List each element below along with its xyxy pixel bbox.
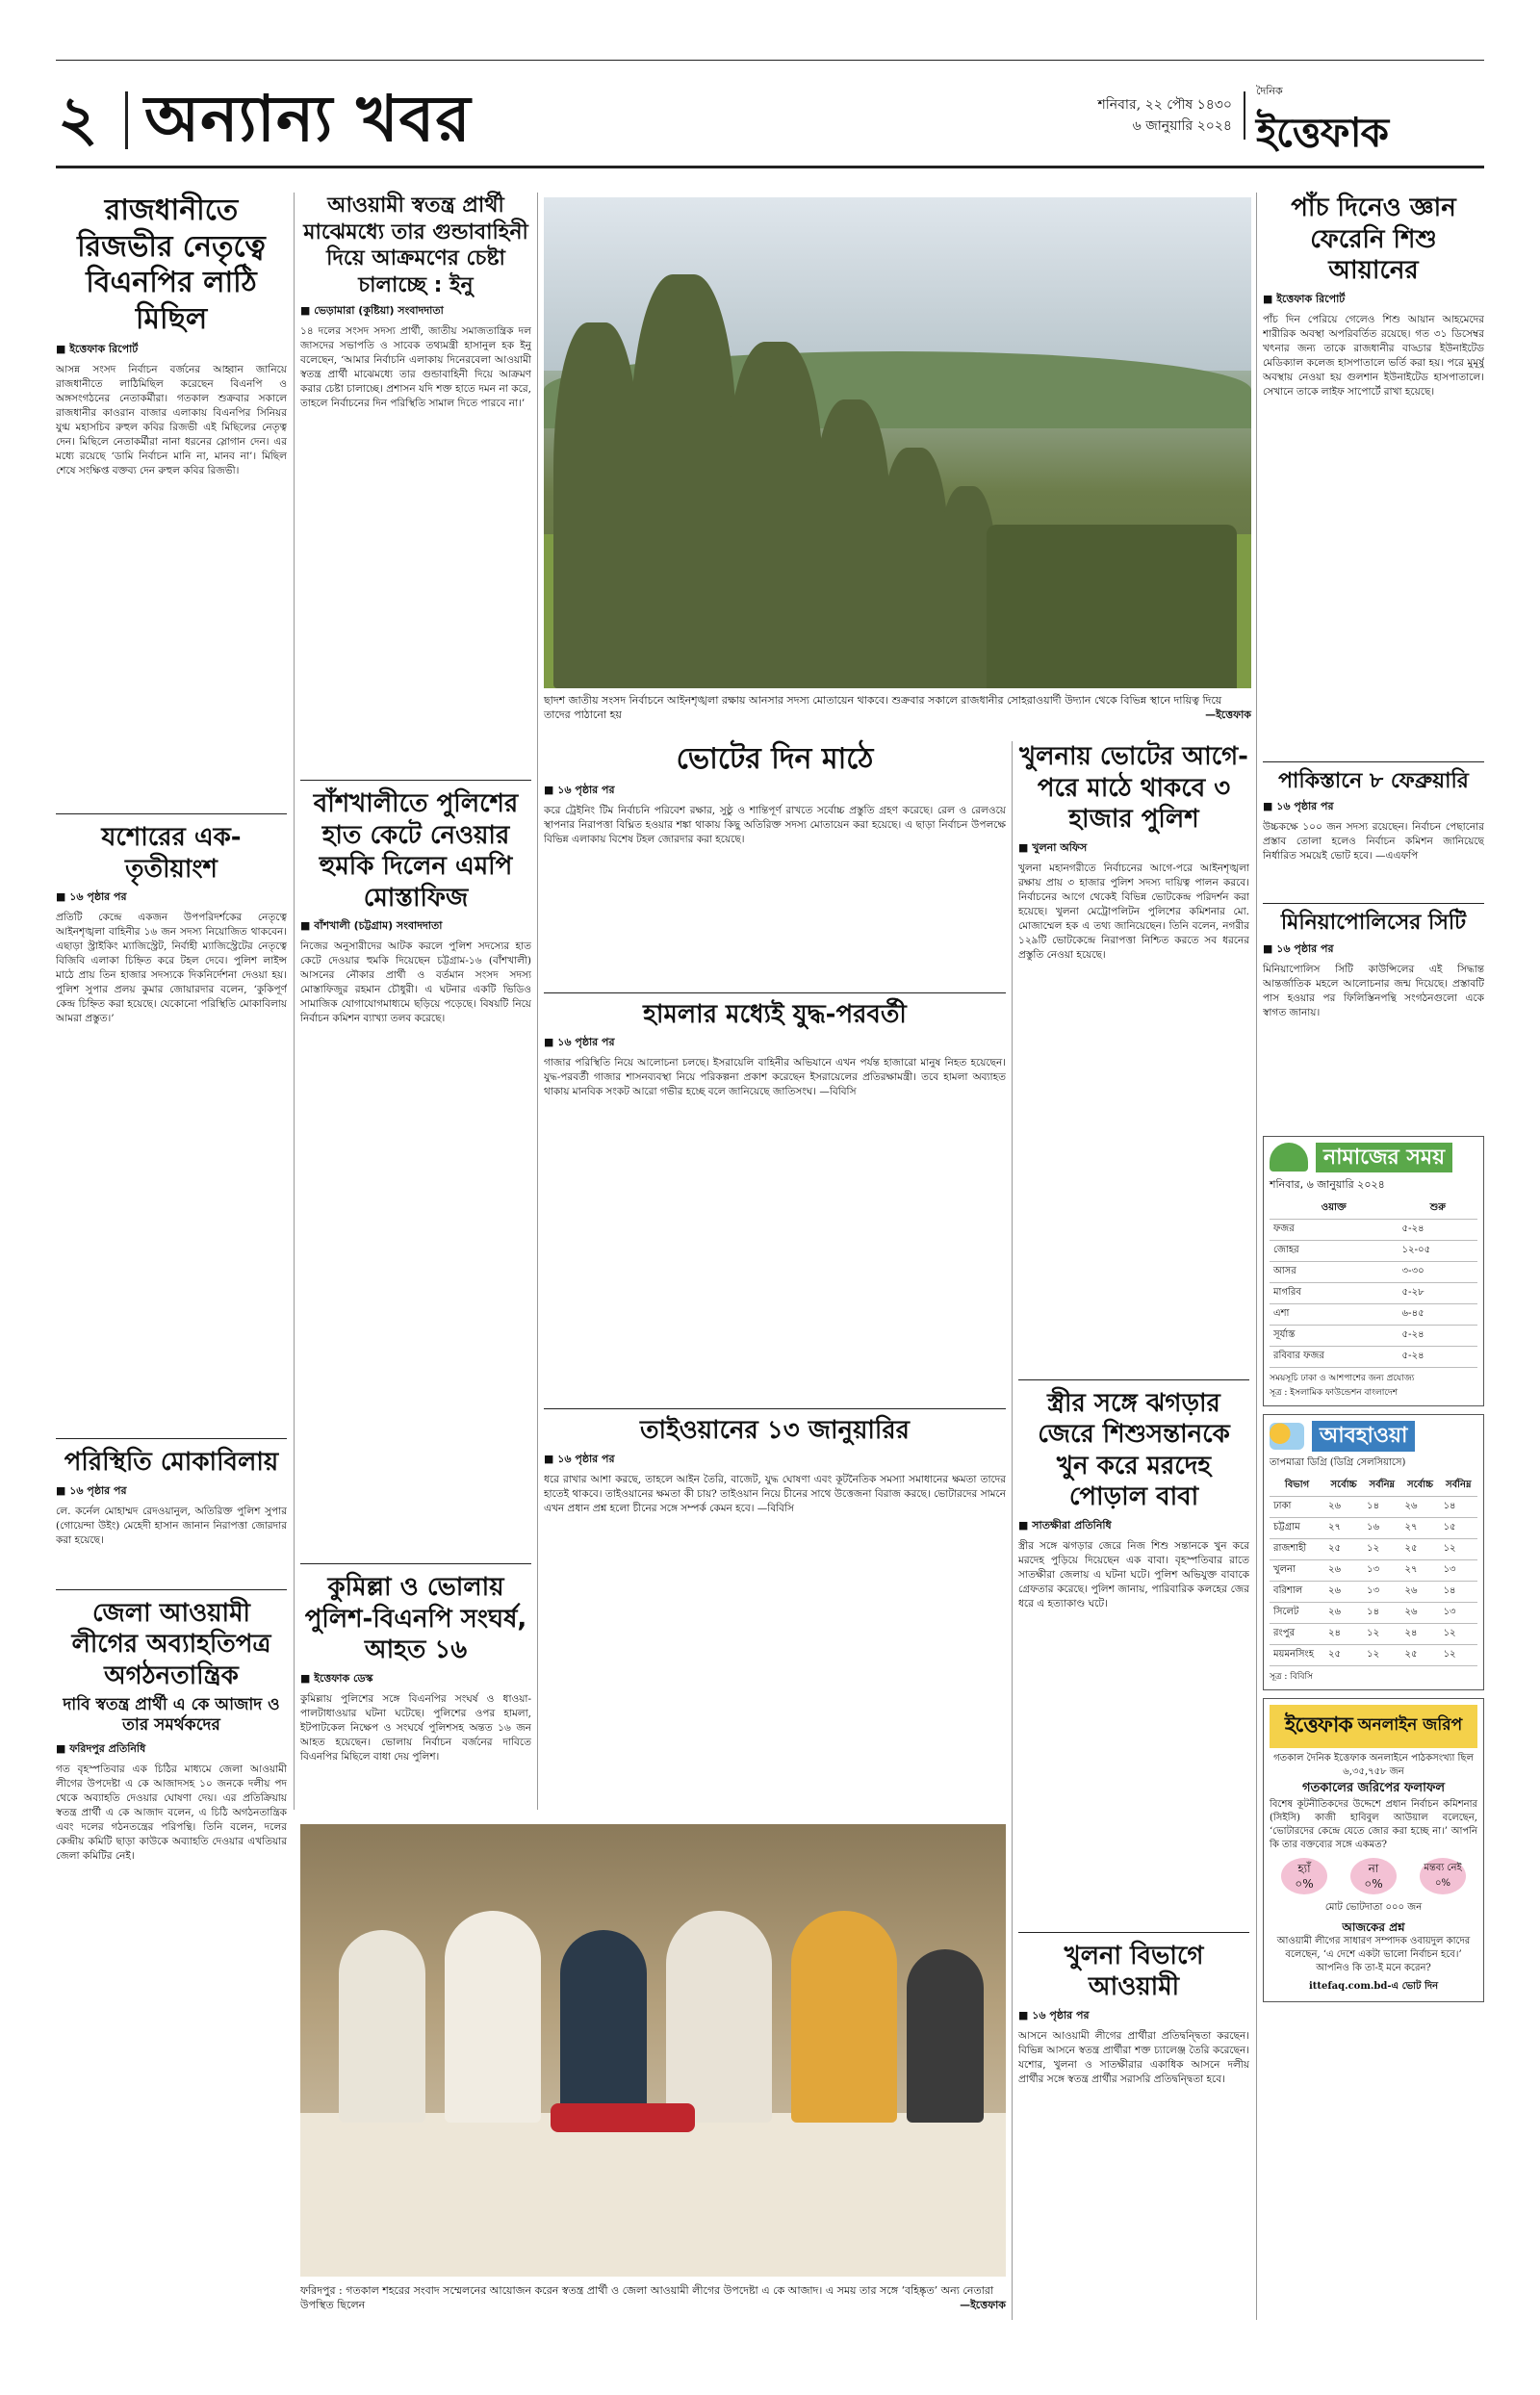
weather-cell: ২৫ — [1324, 1538, 1363, 1559]
weather-cell: ২৪ — [1401, 1623, 1440, 1644]
story-body: পাঁচ দিন পেরিয়ে গেলেও শিশু আয়ান আহমেদের শারীরিক অবস্থা অপরিবর্তিত রয়েছে। গত ৩১ ডিসেম্বর খৎনার জন্য তাকে রাজধানীর বাড্ডার ইউনাইটেড মেডিক্যাল কলেজ হাসপাতালে ভর্তি করা হয়। পরে মুমূর্ষু অবস্থায় নেওয়া হয় গুলশান ইউনাইটেড হাসপাতালে। সেখানে তাকে লাইফ সাপোর্টে রাখা হয়েছে। — [1263, 313, 1484, 398]
soldier-figure — [813, 399, 890, 688]
prayer-time: ১২-০৫ — [1398, 1241, 1477, 1262]
story-headline: খুলনায় ভোটের আগে-পরে মাঠে থাকবে ৩ হাজার পুলিশ — [1019, 742, 1248, 834]
person-figure — [339, 1930, 425, 2123]
weather-cell: রাজশাহী — [1270, 1538, 1324, 1559]
divider — [56, 1438, 287, 1439]
prayer-time: ৫-২৪ — [1398, 1347, 1477, 1368]
weather-cell: ১৪ — [1363, 1602, 1400, 1623]
weather-cell: ২৬ — [1324, 1496, 1363, 1517]
weather-box — [1263, 1414, 1484, 1690]
weather-cell: ১২ — [1440, 1538, 1477, 1559]
story-byline: ■ বাঁশখালী (চট্টগ্রাম) সংবাদদাতা — [300, 917, 531, 936]
prayer-time: ৬-৪৫ — [1398, 1304, 1477, 1326]
prayer-name: ফজর — [1270, 1220, 1398, 1241]
continuation-note: ■ ১৬ পৃষ্ঠার পর — [56, 888, 287, 907]
poll-today-question: আওয়ামী লীগের সাধারণ সম্পাদক ওবায়দুল কাদের বলেছেন, ‘এ দেশে একটা ভালো নির্বাচন হবে।’ আপনিও কি তা-ই মনে করেন? — [1276, 1935, 1471, 1973]
story-byline: ■ ইত্তেফাক রিপোর্ট — [56, 341, 287, 359]
poll-yes — [1281, 1858, 1327, 1894]
poll-no — [1350, 1858, 1397, 1894]
weather-cell: চট্টগ্রাম — [1270, 1517, 1324, 1538]
header-divider — [125, 91, 128, 149]
weather-cell: ২৫ — [1401, 1538, 1440, 1559]
weather-table — [1270, 1476, 1477, 1666]
continuation-note: ■ ১৬ পৃষ্ঠার পর — [1263, 798, 1484, 816]
story-headline: জেলা আওয়ামী লীগের অব্যাহতিপত্র অগঠনতান্ত্রিক — [71, 1598, 271, 1690]
weather-cell: ১৫ — [1440, 1517, 1477, 1538]
prayer-source: সূত্র : ইসলামিক ফাউন্ডেশন বাংলাদেশ — [1270, 1388, 1399, 1398]
story-body: ১৪ দলের সংসদ সদস্য প্রার্থী, জাতীয় সমাজতান্ত্রিক দল জাসদের সভাপতি ও সাবেক তথ্যমন্ত্রী হাসানুল হক ইনু বলেছেন, ‘আমার নির্বাচনি এলাকায় দিনেরবেলা আওয়ামী স্বতন্ত্র প্রার্থী মাঝেমধ্যে তার গুন্ডাবাহিনী দিয়ে আক্রমণ করার চেষ্টা চালাচ্ছে। প্রশাসন যদি শক্ত হাতে দমন না করে, তাহলে নির্বাচনের দিন পরিস্থিতি সামাল দিতে পারবে না।’ — [300, 325, 531, 409]
column-5 — [1263, 193, 1484, 2002]
story-body: উচ্চকক্ষে ১০০ জন সদস্য রয়েছেন। নির্বাচন পেছানোর প্রস্তাব তোলা হলেও নির্বাচন কমিশন জানিয়েছে নির্ধারিত সময়েই ভোট হবে। —এএফপি — [1263, 821, 1484, 862]
table-row — [1270, 1517, 1477, 1538]
table-row — [1270, 1220, 1477, 1241]
column-rule — [294, 193, 295, 1810]
story-subheadline: দাবি স্বতন্ত্র প্রার্থী এ কে আজাদ ও তার সমর্থকদের — [63, 1695, 280, 1736]
table-row — [1270, 1347, 1477, 1368]
column-rule — [1256, 193, 1257, 2320]
weather-icon — [1270, 1423, 1304, 1450]
weather-cell: ১২ — [1440, 1644, 1477, 1665]
photo-caption — [544, 693, 1251, 722]
photo-credit: —ইত্তেফাক — [1205, 708, 1251, 721]
weather-cell: ১২ — [1363, 1644, 1400, 1665]
poll-vote-link[interactable]: ittefaq.com.bd-এ ভোট দিন — [1308, 1980, 1439, 1992]
prayer-note: সময়সূচি ঢাকা ও আশপাশের জন্য প্রযোজ্য — [1270, 1374, 1415, 1383]
story-body: স্ত্রীর সঙ্গে ঝগড়ার জেরে নিজ শিশু সন্তানকে খুন করে মরদেহ পুড়িয়ে দিয়েছেন এক বাবা। বৃহস্পতিবার রাতে সাতক্ষীরা জেলায় এ ঘটনা ঘটে। পুলিশ অভিযুক্ত বাবাকে গ্রেফতার করেছে। পুলিশ জানায়, পারিবারিক কলহের জের ধরে এ হত্যাকাণ্ড ঘটে। — [1018, 1539, 1249, 1610]
weather-cell: ১৪ — [1363, 1496, 1400, 1517]
prayer-name: আসর — [1270, 1262, 1398, 1283]
prayer-name: সূর্যাস্ত — [1270, 1326, 1398, 1347]
story-headline: স্ত্রীর সঙ্গে ঝগড়ার জেরে শিশুসন্তানকে খুন করে মরদেহ পোড়াল বাবা — [1038, 1388, 1230, 1511]
column-1 — [56, 193, 287, 2244]
table-row — [1270, 1623, 1477, 1644]
weather-source: সূত্র : বিবিসি — [1270, 1671, 1313, 1682]
continuation-note: ■ ১৬ পৃষ্ঠার পর — [1018, 2007, 1249, 2025]
weather-cell: ঢাকা — [1270, 1496, 1324, 1517]
table-row — [1270, 1538, 1477, 1559]
weather-cell: ১৩ — [1363, 1559, 1400, 1581]
prayer-date: শনিবার, ৬ জানুয়ারি ২০২৪ — [1270, 1178, 1385, 1191]
header-bottom-rule — [56, 166, 1484, 168]
logo-prefix: দৈনিক — [1256, 85, 1283, 97]
weather-col-header: সর্বোচ্চ — [1401, 1476, 1440, 1497]
poll-no-value: ০% — [1364, 1876, 1383, 1891]
poll-today-title: আজকের প্রশ্ন — [1342, 1919, 1405, 1934]
story-byline: ■ সাতক্ষীরা প্রতিনিধি — [1018, 1517, 1249, 1535]
story-body: লে. কর্নেল মোহাম্মদ রেদওয়ানুল, অতিরিক্ত পুলিশ সুপার (গোয়েন্দা উইং) মেহেদী হাসান জানান নিরাপত্তা জোরদার করা হয়েছে। — [56, 1505, 287, 1546]
divider — [300, 1563, 531, 1564]
soldier-figure — [630, 274, 736, 688]
weather-col-header: সর্বনিম্ন — [1440, 1476, 1477, 1497]
story-byline: ■ ইত্তেফাক ডেস্ক — [300, 1670, 531, 1688]
poll-subtitle: গতকালের জরিপের ফলাফল — [1301, 1780, 1446, 1795]
story-headline: ভোটের দিন মাঠে — [676, 742, 874, 776]
divider — [1018, 1379, 1249, 1380]
divider — [1263, 761, 1484, 762]
weather-title: আবহাওয়া — [1312, 1421, 1415, 1452]
weather-cell: ২৭ — [1324, 1517, 1363, 1538]
person-figure — [560, 1930, 647, 2123]
table-row — [1270, 1283, 1477, 1304]
date-bengali: শনিবার, ২২ পৌষ ১৪৩০ — [1097, 97, 1232, 113]
column-rule — [1012, 741, 1013, 2320]
weather-cell: রংপুর — [1270, 1623, 1324, 1644]
weather-cell: খুলনা — [1270, 1559, 1324, 1581]
table-row — [1270, 1496, 1477, 1517]
divider — [544, 992, 1006, 993]
story-byline: ■ ভেড়ামারা (কুষ্টিয়া) সংবাদদাতা — [300, 302, 531, 321]
weather-cell: ২৬ — [1324, 1581, 1363, 1602]
weather-cell: ১৩ — [1440, 1602, 1477, 1623]
continuation-note: ■ ১৬ পৃষ্ঠার পর — [544, 1034, 1006, 1052]
online-poll-box — [1263, 1698, 1484, 2002]
prayer-time: ৫-২৪ — [1398, 1220, 1477, 1241]
prayer-name: জোহর — [1270, 1241, 1398, 1262]
story-headline: পাকিস্তানে ৮ ফেব্রুয়ারি — [1278, 768, 1469, 793]
caption-text: ছাদশ জাতীয় সংসদ নির্বাচনে আইনশৃঙ্খলা রক্ষায় আনসার সদস্য মোতায়েন থাকবে। শুক্রবার সকালে রাজধানীর সোহরাওয়ার্দী উদ্যান থেকে বিভিন্ন স্থানে দায়িত্ব দিয়ে তাদের পাঠানো হয় — [544, 694, 1222, 721]
weather-cell: সিলেট — [1270, 1602, 1324, 1623]
story-body: কুমিল্লায় পুলিশের সঙ্গে বিএনপির সংঘর্ষ ও ধাওয়া-পালটাধাওয়ার ঘটনা ঘটেছে। পুলিশের ওপর হামলা, ইটপাটকেল নিক্ষেপ ও সংঘর্ষে পুলিশসহ অন্তত ১৬ জন আহত হয়েছেন। ভোলায় নির্বাচন বর্জনের দাবিতে বিএনপির মিছিলে বাধা দেয় পুলিশ। — [300, 1692, 531, 1763]
logo-divider — [1244, 91, 1245, 140]
table-row — [1270, 1559, 1477, 1581]
story-headline: বাঁশখালীতে পুলিশের হাত কেটে নেওয়ার হুমকি দিলেন এমপি মোস্তাফিজ — [313, 789, 519, 913]
weather-col-header: সর্বনিম্ন — [1363, 1476, 1400, 1497]
person-figure — [666, 1911, 772, 2123]
prayer-time: ৫-২৮ — [1398, 1283, 1477, 1304]
story-byline: ■ ইত্তেফাক রিপোর্ট — [1263, 291, 1484, 309]
weather-cell: ১৩ — [1440, 1559, 1477, 1581]
page-number: ২ — [58, 83, 98, 155]
press-conference-photo — [300, 1824, 1006, 2277]
table-row — [1270, 1241, 1477, 1262]
person-figure — [791, 1911, 897, 2123]
story-headline: পরিস্থিতি মোকাবিলায় — [64, 1448, 279, 1477]
story-headline: আওয়ামী স্বতন্ত্র প্রার্থী মাঝেমধ্যে তার গুন্ডাবাহিনী দিয়ে আক্রমণের চেষ্টা চালাচ্ছে : ইনু — [303, 193, 528, 297]
person-figure — [445, 1911, 541, 2123]
story-body: গত বৃহস্পতিবার এক চিঠির মাধ্যমে জেলা আওয়ামী লীগের উপদেষ্টা এ কে আজাদসহ ১০ জনকে দলীয় পদ থেকে অব্যাহতি দেওয়ার ঘোষণা দেয়। এর প্রতিক্রিয়ায় স্বতন্ত্র প্রার্থী এ কে আজাদ বলেন, এ চিঠি অগঠনতান্ত্রিক এবং দলের গঠনতন্ত্রের পরিপন্থি। তিনি বলেন, দলের কেন্দ্রীয় কমিটি ছাড়া কাউকে অব্যাহতি দেওয়ার এখতিয়ার জেলা কমিটির নেই। — [56, 1763, 287, 1862]
story-body: ধরে রাখার আশা করছে, তাহলে আইন তৈরি, বাজেট, যুদ্ধ ঘোষণা এবং কূটনৈতিক সমস্যা সমাধানের ক্ষমতা তাদের হাতেই থাকবে। তাইওয়ানের ক্ষমতা কী চায়? তাইওয়ান নিয়ে চীনের সাথে উত্তেজনা বিরাজ করছে। ভোটারদের সামনে এখন প্রধান প্রশ্ন হলো চীনের সঙ্গে সম্পর্ক কেমন হবে। —বিবিসি — [544, 1473, 1006, 1514]
story-body: নিজের অনুসারীদের আটক করলে পুলিশ সদস্যের হাত কেটে দেওয়ার হুমকি দিয়েছেন চট্টগ্রাম-১৬ (বাঁশখালী) আসনের নৌকার প্রার্থী ও বর্তমান সংসদ সদস্য মোস্তাফিজুর রহমান চৌধুরী। এ ঘটনার একটি ভিডিও সামাজিক যোগাযোগমাধ্যমে ছড়িয়ে পড়েছে। বিষয়টি নিয়ে নির্বাচন কমিশন ব্যাখ্যা তলব করেছে। — [300, 940, 531, 1024]
newspaper-logo — [1256, 83, 1388, 169]
column-4 — [1018, 741, 1249, 2395]
soldier-figure — [727, 342, 823, 688]
microphones — [551, 2103, 695, 2132]
poll-question: বিশেষ কূটনীতিকদের উদ্দেশে প্রধান নির্বাচন কমিশনার (সিইসি) কাজী হাবিবুল আউয়াল বলেছেন, ‘ভোটারদের কেন্দ্রে যেতে জোর করা হচ্ছে না।’ আপনি কি তার বক্তব্যের সঙ্গে একমত? — [1270, 1798, 1477, 1850]
weather-cell: ১২ — [1363, 1623, 1400, 1644]
soldier-figure — [553, 322, 640, 688]
weather-cell: ১৩ — [1363, 1581, 1400, 1602]
continuation-note: ■ ১৬ পৃষ্ঠার পর — [56, 1482, 287, 1501]
header-date — [1068, 94, 1232, 137]
soldier-rows — [987, 525, 1237, 688]
divider — [56, 813, 287, 814]
column-2 — [300, 193, 531, 1933]
center-column — [544, 741, 1006, 1858]
poll-results — [1270, 1858, 1477, 1894]
poll-yes-label: হ্যাঁ — [1297, 1861, 1311, 1875]
story-headline: মিনিয়াপোলিসের সিটি — [1280, 911, 1467, 935]
story-body: আসনে আওয়ামী লীগের প্রার্থীরা প্রতিদ্বন্দ্বিতা করছেন। বিভিন্ন আসনে স্বতন্ত্র প্রার্থীরা শক্ত চ্যালেঞ্জ তৈরি করেছেন। যশোর, খুলনা ও সাতক্ষীরার একাধিক আসনে দলীয় প্রার্থীর সঙ্গে স্বতন্ত্র প্রার্থীর সরাসরি প্রতিদ্বন্দ্বিতা হবে। — [1018, 2029, 1249, 2085]
prayer-times-box — [1263, 1136, 1484, 1407]
divider — [1263, 903, 1484, 904]
prayer-col-header: ওয়াক্ত — [1270, 1198, 1398, 1220]
prayer-name: মাগরিব — [1270, 1283, 1398, 1304]
weather-cell: ১২ — [1363, 1538, 1400, 1559]
prayer-name: রবিবার ফজর — [1270, 1347, 1398, 1368]
weather-cell: ১৪ — [1440, 1496, 1477, 1517]
poll-intro: গতকাল দৈনিক ইত্তেফাক অনলাইনে পাঠকসংখ্যা ছিল ৬,৩৫,৭৫৮ জন — [1273, 1752, 1474, 1777]
poll-yes-value: ০% — [1295, 1876, 1314, 1891]
story-body: মিনিয়াপোলিস সিটি কাউন্সিলের এই সিদ্ধান্ত আন্তর্জাতিক মহলে আলোচনার জন্ম দিয়েছে। প্রস্তাবটি পাস হওয়ার পর ফিলিস্তিনপন্থি সংগঠনগুলো একে স্বাগত জানায়। — [1263, 963, 1484, 1018]
prayer-table — [1270, 1198, 1477, 1368]
story-headline: খুলনা বিভাগে আওয়ামী — [1064, 1941, 1204, 2001]
prayer-name: এশা — [1270, 1304, 1398, 1326]
story-byline: ■ ফরিদপুর প্রতিনিধি — [56, 1740, 287, 1759]
story-headline: রাজধানীতে রিজভীর নেতৃত্বে বিএনপির লাঠি মিছিল — [77, 193, 266, 336]
continuation-note: ■ ১৬ পৃষ্ঠার পর — [544, 1451, 1006, 1469]
story-body: খুলনা মহানগরীতে নির্বাচনের আগে-পরে আইনশৃঙ্খলা রক্ষায় প্রায় ৩ হাজার পুলিশ সদস্য দায়িত্ব পালন করবে। নির্বাচনের আগে থেকেই বিভিন্ন ভোটকেন্দ্র পরিদর্শন করা হয়েছে। খুলনা মেট্রোপলিটন পুলিশের কমিশনার মো. মোজাম্মেল হক এ তথ্য জানিয়েছেন। তিনি বলেন, নগরীর ১২৯টি ভোটকেন্দ্রে নিরাপত্তা নিশ্চিত করতে সব ধরনের প্রস্তুতি নেওয়া হয়েছে। — [1018, 862, 1249, 961]
weather-cell: ২৭ — [1401, 1559, 1440, 1581]
story-headline: কুমিল্লা ও ভোলায় পুলিশ-বিএনপি সংঘর্ষ, আহত ১৬ — [304, 1573, 527, 1664]
prayer-col-header: শুরু — [1398, 1198, 1477, 1220]
story-headline: যশোরের এক-তৃতীয়াংশ — [101, 823, 242, 884]
logo-text: ইত্তেফাক — [1256, 109, 1389, 156]
poll-logo: ইত্তেফাক — [1284, 1713, 1352, 1738]
weather-cell: ২৬ — [1401, 1602, 1440, 1623]
weather-cell: ২৫ — [1324, 1644, 1363, 1665]
weather-cell: ২৬ — [1401, 1581, 1440, 1602]
table-row — [1270, 1602, 1477, 1623]
table-row — [1270, 1326, 1477, 1347]
table-cloth — [300, 2113, 1006, 2277]
divider — [544, 1408, 1006, 1409]
table-row — [1270, 1644, 1477, 1665]
story-byline: ■ খুলনা অফিস — [1018, 839, 1249, 858]
weather-cell: ২৬ — [1324, 1602, 1363, 1623]
story-body: গাজার পরিস্থিতি নিয়ে আলোচনা চলছে। ইসরায়েলি বাহিনীর অভিযানে এখন পর্যন্ত হাজারো মানুষ নিহত হয়েছেন। যুদ্ধ-পরবর্তী গাজার শাসনব্যবস্থা নিয়ে পরিকল্পনা প্রকাশ করেছেন ইসরায়েলের প্রতিরক্ষামন্ত্রী। তবে হামলা অব্যাহত থাকায় মানবিক সংকট আরো গভীর হচ্ছে বলে জানিয়েছে জাতিসংঘ। —বিবিসি — [544, 1057, 1006, 1097]
continuation-note: ■ ১৬ পৃষ্ঠার পর — [1263, 940, 1484, 959]
prayer-time: ৩-৩০ — [1398, 1262, 1477, 1283]
weather-subtitle: তাপমাত্রা ডিগ্রি (ডিগ্রি সেলসিয়াসে) — [1270, 1456, 1406, 1468]
story-body: আসন্ন সংসদ নির্বাচন বর্জনের আহ্বান জানিয়ে রাজধানীতে লাঠিমিছিল করেছেন বিএনপি ও অঙ্গসংগঠনের নেতাকর্মীরা। গতকাল শুক্রবার সকালে রাজধানীর কাওরান বাজার এলাকায় বিএনপির সিনিয়র যুগ্ম মহাসচিব রুহুল কবির রিজভী এই মিছিলের নেতৃত্ব দেন। মিছিলে নেতাকর্মীরা নানা ধরনের স্লোগান দেন। এর মধ্যে রয়েছে ‘ডামি নির্বাচন মানি না, মানব না’। মিছিল শেষে সংক্ষিপ্ত বক্তব্য দেন রুহুল কবির রিজভী। — [56, 364, 287, 476]
photo-credit: —ইত্তেফাক — [960, 2299, 1006, 2311]
table-row — [1270, 1262, 1477, 1283]
table-row — [1270, 1304, 1477, 1326]
weather-cell: ১৪ — [1440, 1581, 1477, 1602]
weather-cell: ময়মনসিংহ — [1270, 1644, 1324, 1665]
divider — [1018, 1932, 1249, 1933]
story-headline: হামলার মধ্যেই যুদ্ধ-পরবর্তী — [643, 999, 907, 1029]
weather-cell: ১৬ — [1363, 1517, 1400, 1538]
poll-none-label: মন্তব্য নেই — [1424, 1862, 1462, 1873]
date-english: ৬ জানুয়ারি ২০২৪ — [1132, 118, 1232, 134]
poll-none — [1420, 1858, 1466, 1894]
weather-cell: ২৭ — [1401, 1517, 1440, 1538]
table-row — [1270, 1581, 1477, 1602]
divider — [56, 1589, 287, 1590]
weather-cell: ২৪ — [1324, 1623, 1363, 1644]
top-rule — [56, 60, 1484, 61]
column-rule — [537, 193, 538, 1810]
photo-caption — [300, 2283, 1006, 2312]
poll-title: অনলাইন জরিপ — [1357, 1715, 1463, 1736]
prayer-title: নামাজের সময় — [1316, 1143, 1452, 1173]
prayer-time: ৫-২৪ — [1398, 1326, 1477, 1347]
poll-no-label: না — [1368, 1861, 1379, 1875]
mosque-icon — [1270, 1143, 1308, 1172]
weather-col-header: বিভাগ — [1270, 1476, 1324, 1497]
person-figure — [907, 1949, 984, 2123]
weather-cell: ১২ — [1440, 1623, 1477, 1644]
weather-col-header: সর্বোচ্চ — [1324, 1476, 1363, 1497]
story-body: প্রতিটি কেন্দ্রে একজন উপপরিদর্শকের নেতৃত্বে আইনশৃঙ্খলা বাহিনীর ১৬ জন সদস্য নিয়োজিত থাকবেন। এছাড়া স্ট্রাইকিং ম্যাজিস্ট্রেট, নির্বাহী ম্যাজিস্ট্রেটের নেতৃত্বে বিজিবি এলাকা চিহ্নিত করে টহল দেবে। পুলিশ লাইন্স মাঠে প্রায় তিন হাজার সদস্যকে দিকনির্দেশনা দেওয়া হয়। পুলিশ সুপার প্রলয় কুমার জোয়ারদার বলেন, ‘কুকিপূর্ণ কেন্দ্র চিহ্নিত করা হয়েছে। যেকোনো পরিস্থিতি মোকাবিলায় আমরা প্রস্তুত।’ — [56, 912, 287, 1024]
story-headline: পাঁচ দিনেও জ্ঞান ফেরেনি শিশু আয়ানের — [1291, 193, 1456, 285]
weather-cell: বরিশাল — [1270, 1581, 1324, 1602]
divider — [300, 780, 531, 781]
poll-total: মোট ভোটদাতা ০০০ জন — [1324, 1901, 1423, 1913]
continuation-note: ■ ১৬ পৃষ্ঠার পর — [544, 782, 1006, 800]
story-body: করে ট্রেইনিং টিম নির্বাচনি পরিবেশ রক্ষার, সুষ্ঠু ও শান্তিপূর্ণ রাখতে সর্বোচ্চ প্রস্তুতি গ্রহণ করেছে। রেল ও রেলওয়ে স্থাপনার নিরাপত্তা বিঘ্নিত হওয়ার শঙ্কা থাকায় কিছু অতিরিক্ত সদস্য মোতায়েন করা হয়েছে। এ ছাড়া নির্বাচন উপলক্ষে বিভিন্ন এলাকায় বিশেষ টহল জোরদার করা হয়েছে। — [544, 804, 1006, 845]
poll-none-value: ০% — [1434, 1877, 1450, 1889]
section-title: অন্যান্য খবর — [144, 81, 472, 156]
story-headline: তাইওয়ানের ১৩ জানুয়ারির — [640, 1416, 910, 1445]
weather-cell: ২৬ — [1401, 1496, 1440, 1517]
weather-cell: ২৬ — [1324, 1559, 1363, 1581]
caption-text: ফরিদপুর : গতকাল শহরের সংবাদ সম্মেলনের আয়োজন করেন স্বতন্ত্র প্রার্থী ও জেলা আওয়ামী লীগের উপদেষ্টা এ কে আজাদ। এ সময় তার সঙ্গে ‘বহিষ্কৃত’ অন্য নেতারা উপস্থিত ছিলেন — [300, 2284, 994, 2311]
weather-cell: ২৫ — [1401, 1644, 1440, 1665]
ansar-photo — [544, 197, 1251, 688]
